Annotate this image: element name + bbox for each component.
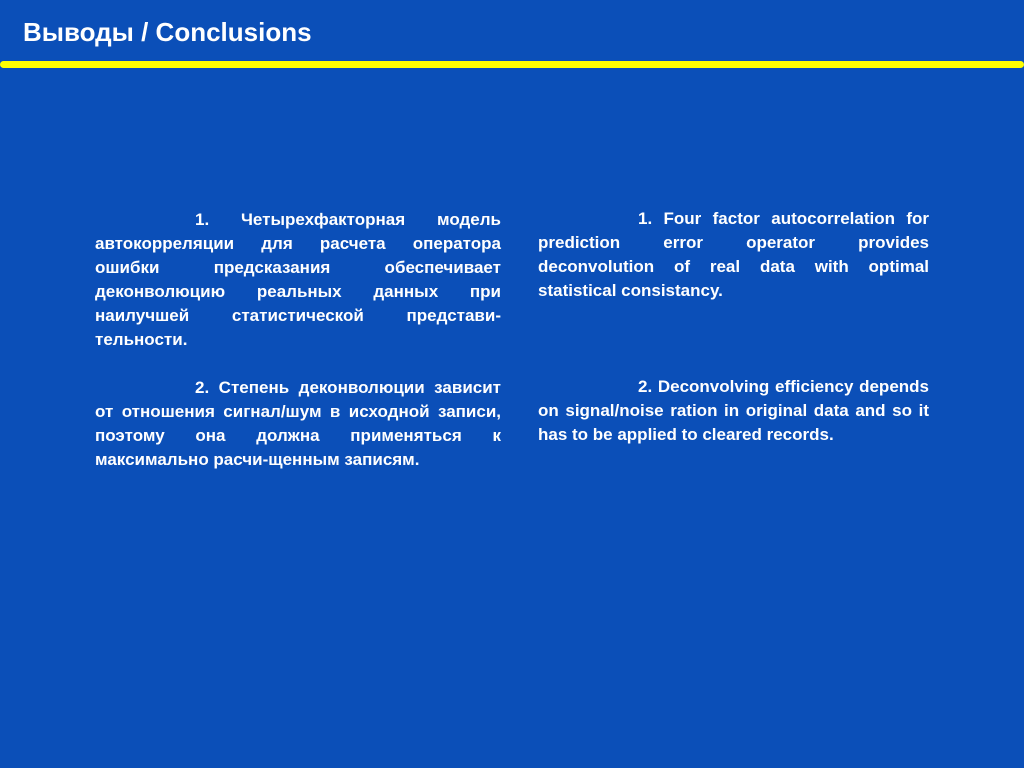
conclusion-ru-1: 1. Четырехфакторная модель автокорреляции для расчета оператора ошибки предсказания обеспечивает деконволюцию реальных данных при наилучшей статистической представи-тельности. xyxy=(95,210,501,349)
conclusion-en-2: 2. Deconvolving efficiency depends on signal/noise ration in original data and so it has to be applied to cleared records. xyxy=(538,377,929,444)
conclusions-russian xyxy=(95,208,501,472)
title-divider xyxy=(0,61,1024,68)
conclusion-ru-2: 2. Степень деконволюции зависит от отношения сигнал/шум в исходной записи, поэтому она должна применяться к максимально расчи-щенным записям. xyxy=(95,378,501,469)
conclusions-english xyxy=(538,207,929,447)
conclusion-en-1: 1. Four factor autocorrelation for prediction error operator provides deconvolution of real data with optimal statistical consistancy. xyxy=(538,209,929,300)
slide-title: Выводы / Conclusions xyxy=(23,17,312,47)
